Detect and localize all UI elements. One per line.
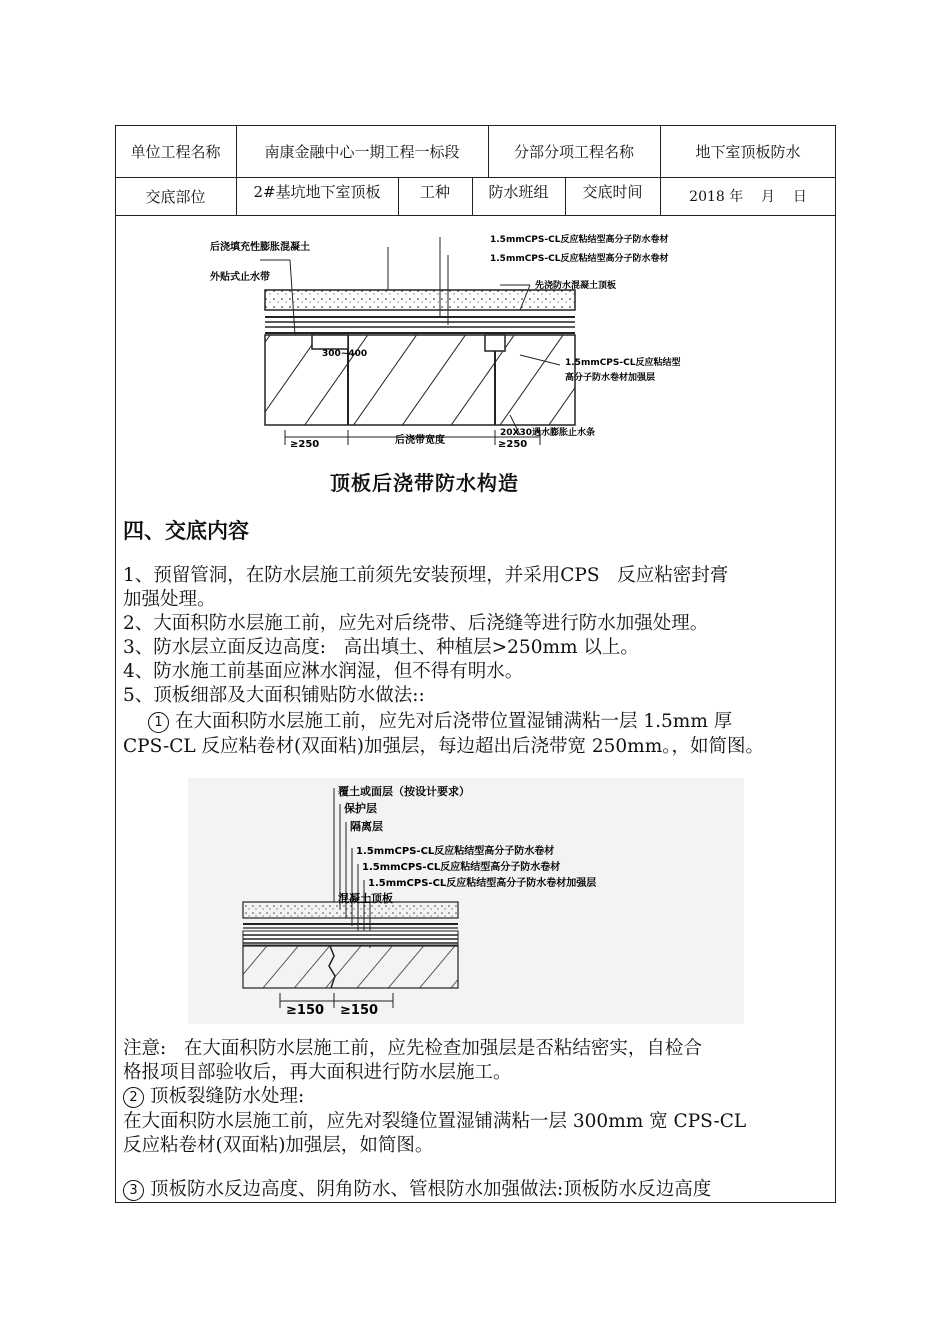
label-membrane-b: 1.5mmCPS-CL反应粘结型高分子防水卷材 xyxy=(362,862,561,873)
water-stop-left xyxy=(312,335,348,349)
label-post-cast-concrete: 后浇填充性膨胀混凝土 xyxy=(210,242,310,253)
note-1-line-b: 格报项目部验收后，再大面积进行防水层施工。 xyxy=(123,1062,512,1083)
dimension-right: ≥250 xyxy=(498,439,528,450)
label-isolation-layer: 隔离层 xyxy=(350,820,383,833)
note-4-text: 顶板防水反边高度、阴角防水、管根防水加强做法:顶板防水反边高度 xyxy=(150,1179,712,1200)
circled-number-2: 2 xyxy=(123,1087,144,1108)
paragraph-1-line-b: 加强处理。 xyxy=(123,589,216,610)
paragraph-6-line-a xyxy=(148,710,732,733)
figure1-caption: 顶板后浇带防水构造 xyxy=(330,471,519,495)
paragraph-2: 2、大面积防水层施工前，应先对后绕带、后浇缝等进行防水加强处理。 xyxy=(123,613,709,634)
label-swelling-strip: 20X30遇水膨胀止水条 xyxy=(500,428,595,438)
dimension-left: ≥250 xyxy=(290,439,320,450)
note-3-line-b: 反应粘卷材(双面粘)加强层，如简图。 xyxy=(123,1135,434,1156)
unit-project-label: 单位工程名称 xyxy=(130,142,221,161)
note-2 xyxy=(123,1085,304,1108)
dimension-150-left: ≥150 xyxy=(286,1003,325,1018)
note-2-text: 顶板裂缝防水处理: xyxy=(150,1086,305,1107)
briefing-time-label: 交底时间 xyxy=(582,182,643,201)
note-3-line-a: 在大面积防水层施工前，应先对裂缝位置湿铺满粘一层 300mm 宽 CPS-CL xyxy=(123,1111,747,1132)
trade-label: 工种 xyxy=(419,182,450,201)
dimension-strip-width: 后浇带宽度 xyxy=(395,435,445,446)
paragraph-3: 3、防水层立面反边高度: 高出填土、种植层>250mm 以上。 xyxy=(123,637,639,658)
sub-project-value: 地下室顶板防水 xyxy=(695,142,801,161)
sub-project-label: 分部分项工程名称 xyxy=(513,142,634,161)
row-divider-2 xyxy=(115,215,836,216)
paragraph-5: 5、顶板细部及大面积铺贴防水做法:: xyxy=(123,685,425,706)
roof-layer-diagram xyxy=(188,778,744,1024)
water-stop-right xyxy=(485,335,505,351)
trade-value: 防水班组 xyxy=(488,182,549,201)
label-cover-soil: 覆土或面层（按设计要求） xyxy=(338,785,470,798)
label-membrane-c: 1.5mmCPS-CL反应粘结型高分子防水卷材加强层 xyxy=(368,878,597,889)
section-title: 四、交底内容 xyxy=(123,519,249,543)
note-4 xyxy=(123,1178,711,1201)
label-first-cast-slab: 先浇防水混凝土顶板 xyxy=(535,281,617,291)
paragraph-4: 4、防水施工前基面应淋水润湿，但不得有明水。 xyxy=(123,661,524,682)
unit-project-value: 南康金融中心一期工程一标段 xyxy=(264,142,460,161)
note-1-line-a: 注意: 在大面积防水层施工前，应先检查加强层是否粘结密实，自检合 xyxy=(123,1038,702,1059)
label-membrane-a: 1.5mmCPS-CL反应粘结型高分子防水卷材 xyxy=(356,846,555,857)
briefing-time-value: 2018 年 月 日 xyxy=(689,189,807,205)
circled-number-3: 3 xyxy=(123,1180,144,1201)
briefing-part-value: 2#基坑地下室顶板 xyxy=(253,182,381,201)
label-water-stop: 外贴式止水带 xyxy=(210,272,270,283)
label-membrane-2: 1.5mmCPS-CL反应粘结型高分子防水卷材 xyxy=(490,254,669,264)
concrete-roof-slab xyxy=(243,946,458,988)
paragraph-6-line-b: CPS-CL 反应粘卷材(双面粘)加强层，每边超出后浇带宽 250mm。，如简图。 xyxy=(123,736,764,757)
circled-number-1: 1 xyxy=(148,712,169,733)
dimension-300-400: 300~400 xyxy=(322,349,368,359)
briefing-part-label: 交底部位 xyxy=(145,187,206,206)
paragraph-1-line-a: 1、预留管洞，在防水层施工前须先安装预埋，并采用CPS 反应粘密封膏 xyxy=(123,565,729,586)
post-cast-strip-diagram xyxy=(200,225,720,465)
label-reinforcement-b: 高分子防水卷材加强层 xyxy=(565,373,656,383)
concrete-slab-band xyxy=(265,290,575,310)
dimension-150-right: ≥150 xyxy=(340,1003,379,1018)
label-reinforcement-a: 1.5mmCPS-CL反应粘结型 xyxy=(565,358,681,368)
label-protective-layer: 保护层 xyxy=(344,802,377,815)
label-membrane-1: 1.5mmCPS-CL反应粘结型高分子防水卷材 xyxy=(490,235,669,245)
label-concrete-slab: 混凝土顶板 xyxy=(338,892,393,905)
paragraph-6-text: 在大面积防水层施工前，应先对后浇带位置湿铺满粘一层 1.5mm 厚 xyxy=(175,711,733,732)
